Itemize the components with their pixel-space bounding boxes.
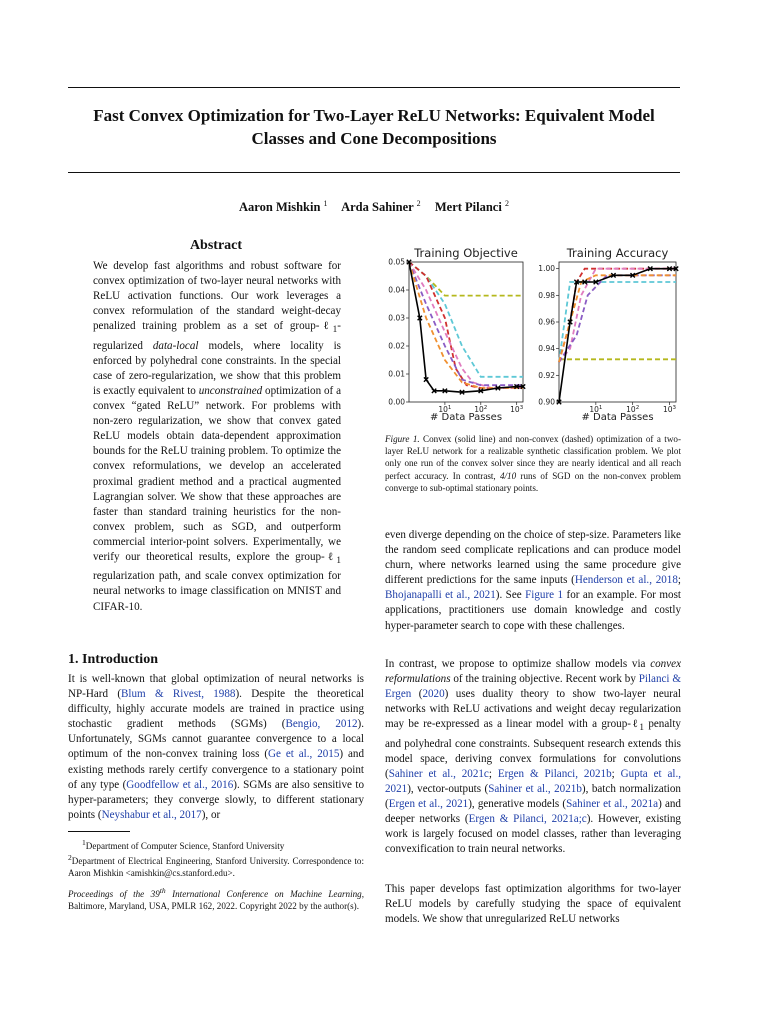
plot-frame xyxy=(409,262,523,402)
subscript: 1 xyxy=(336,556,341,567)
title-line-2: Classes and Cone Decompositions xyxy=(251,129,497,148)
title-bottom-rule xyxy=(68,172,680,173)
y-tick-label: 0.01 xyxy=(388,369,405,379)
emphasis: unconstrained xyxy=(198,384,263,397)
top-rule xyxy=(68,87,680,88)
x-tick-label: $10^1$ xyxy=(438,405,452,414)
abstract-text xyxy=(93,259,341,615)
x-axis-label: # Data Passes xyxy=(429,412,503,423)
y-tick-label: 0.96 xyxy=(538,317,555,327)
y-tick-label: 0.98 xyxy=(538,290,555,300)
body-paragraph xyxy=(385,528,681,634)
body-paragraph xyxy=(385,882,681,927)
y-tick-label: 0.03 xyxy=(388,313,405,323)
caption-label: Figure 1. xyxy=(385,434,420,444)
footnote-1 xyxy=(68,837,364,852)
paper-title xyxy=(68,104,680,150)
text-run: ) uses duality theory to show two-layer neural networks with ReLU activations and weight decay regularization may be re-expressed as a linear model with a group-ℓ xyxy=(385,688,681,731)
x-tick-label: $10^3$ xyxy=(510,405,524,414)
text-run: ). Despite the theoretical difficulty, highly accurate models are trained in practice using stochastic gradient methods (SGMs) ( xyxy=(68,688,364,731)
author-name: Arda Sahiner xyxy=(341,200,414,215)
citation-link[interactable]: Ergen & Pilanci, 2021a;c xyxy=(468,813,587,826)
y-tick-label: 0.00 xyxy=(388,397,405,407)
section-heading: 1. Introduction xyxy=(68,652,158,667)
text-run: This paper develops fast optimization algorithms for two-layer ReLU models by carefully studying the space of equivalent models. We show that unregularized ReLU networks xyxy=(385,883,681,926)
y-tick-label: 0.02 xyxy=(388,341,405,351)
math: 4/10 xyxy=(499,470,517,481)
text-run: ), or xyxy=(201,808,221,821)
text-run: even diverge depending on the choice of step-size. Parameters like the random seed complicate replications and can produce model churn, where networks learned using the same procedure give different predictions for the same inputs ( xyxy=(385,529,681,587)
x-tick-label: $10^3$ xyxy=(662,405,677,414)
text-run: -regularized xyxy=(93,320,341,352)
text-run: ), batch normalization ( xyxy=(385,782,681,811)
text-run: ). SGMs are also sensitive to hyper-parameters; they converge slowly, to different stationary points ( xyxy=(68,778,365,821)
subscript: 1 xyxy=(332,325,338,336)
citation-link[interactable]: Henderson et al., 2018 xyxy=(574,574,678,587)
citation-link[interactable]: Gupta et al., 2021 xyxy=(385,767,682,795)
chart-title: Training Objective xyxy=(414,246,518,260)
x-tick-label: $10^2$ xyxy=(626,405,640,414)
x-axis-label: # Data Passes xyxy=(581,412,654,423)
affiliation-mark: 1 xyxy=(323,199,328,208)
footnote-mark: 2 xyxy=(68,853,72,863)
intro-paragraph xyxy=(68,672,364,823)
text-run: ( xyxy=(411,688,423,701)
text-run: , Baltimore, Maryland, USA, PMLR 162, 2022. Copyright 2022 by the author(s). xyxy=(68,889,364,912)
figure-1 xyxy=(383,240,683,428)
citation-link[interactable]: Sahiner et al., 2021a xyxy=(566,798,659,811)
x-tick-label: $10^1$ xyxy=(589,405,603,414)
y-tick-label: 0.90 xyxy=(538,397,555,407)
citation-link[interactable]: Sahiner et al., 2021b xyxy=(488,782,582,795)
superscript: th xyxy=(159,886,166,895)
text-run: regularization path, and scale convex optimization for neural networks to image classification on MNIST and CIFAR-10. xyxy=(93,570,341,613)
author-name: Mert Pilanci xyxy=(434,200,502,215)
text-run: ). See xyxy=(495,589,526,602)
text-run: In contrast, we propose to optimize shallow models via xyxy=(385,658,651,670)
text-run: penalty and polyhedral cone constraints. Subsequent research extends this model space, deriving convex formulations for convolutions ( xyxy=(385,718,681,780)
y-tick-label: 0.04 xyxy=(388,285,405,295)
subscript: 1 xyxy=(639,723,644,734)
text-run: models, where locality is enforced by polyhedral cone constraints. In the special case of zero-regularization, we show that this problem is exactly equivalent to xyxy=(93,339,341,397)
citation-link[interactable]: Bhojanapalli et al., 2021 xyxy=(385,589,496,602)
y-tick-label: 0.94 xyxy=(538,344,555,354)
citation-link[interactable]: Sahiner et al., 2021c xyxy=(388,767,489,780)
text-run: It is well-known that global optimization of neural networks is NP-Hard ( xyxy=(68,673,364,701)
author-name: Aaron Mishkin xyxy=(239,200,321,215)
text-run: Proceedings of the 39 xyxy=(68,889,160,900)
text-run: ; xyxy=(677,574,681,587)
text-run: We develop fast algorithms and robust software for convex optimization of two-layer neural networks with ReLU activation functions. Our work leverages a convex reformulation of the standard weight-decay penalized training problem as a set of group-ℓ xyxy=(93,260,341,333)
footnote-rule xyxy=(68,831,130,832)
footnotes xyxy=(68,837,364,879)
citation-link[interactable]: Blum & Rivest, 1988 xyxy=(121,688,236,701)
text-run: for an example. For most applications, practitioners use domain knowledge and costly hyper-parameter search to cope with these challenges. xyxy=(385,589,681,632)
affiliation-mark: 2 xyxy=(416,199,421,208)
author-list xyxy=(68,199,680,215)
proceedings-note xyxy=(68,885,364,912)
text-run: of the training objective. Recent work by xyxy=(450,673,639,686)
emphasis: data-local xyxy=(152,339,199,352)
affiliation-mark: 2 xyxy=(504,199,509,208)
text-run: ; xyxy=(488,767,498,780)
title-line-1: Fast Convex Optimization for Two-Layer ReLU Networks: Equivalent Model xyxy=(93,106,655,125)
footnote-text: Department of Computer Science, Stanford University xyxy=(85,841,285,852)
text-run: Convex (solid line) and non-convex (dashed) optimization of a two-layer ReLU network for a realizable synthetic classification problem. We plot only one run of the convex solver since they are nearly identical and all reach perfect accuracy. In contrast, xyxy=(385,434,681,481)
text-run: ), vector-outputs ( xyxy=(407,782,489,795)
text-run: ). Unfortunately, SGMs cannot guarantee convergence to a local optimum of the non-convex training loss ( xyxy=(68,718,365,761)
x-tick-label: $10^2$ xyxy=(474,405,488,414)
citation-link[interactable]: Neyshabur et al., 2017 xyxy=(101,808,202,821)
text-run: ; xyxy=(611,767,621,780)
text-run: optimization of a convex “gated ReLU” network. For problems with non-zero regularization, we show that convex gated ReLU models obtain data-dependent approximation bounds for the ReLU training problem. To optimize the convex reformulations, we develop an accelerated proximal gradient method and a practical augmented Lagrangian solver. We show that these approaches are faster than standard training heuristics for the non-convex problem, such as SGD, and outperform commercial interior-point solvers. Experimentally, we verify our theoretical results, explore the group-ℓ xyxy=(93,384,342,563)
citation-link[interactable]: Ge et al., 2015 xyxy=(268,748,340,761)
text-run: runs of SGD on the non-convex problem converge to sub-optimal stationary points. xyxy=(385,470,681,493)
citation-link[interactable]: Goodfellow et al., 2016 xyxy=(126,778,234,791)
citation-link[interactable]: Pilanci & Ergen xyxy=(385,673,681,701)
citation-link[interactable]: Ergen et al., 2021 xyxy=(388,798,469,811)
chart-title: Training Accuracy xyxy=(566,246,669,260)
footnote-2 xyxy=(68,852,364,879)
citation-link[interactable]: 2020 xyxy=(422,688,445,701)
figure-caption xyxy=(385,433,681,494)
text-run: International Conference on Machine Learning xyxy=(165,889,362,900)
figure-1-svg xyxy=(383,240,683,428)
citation-link[interactable]: Ergen & Pilanci, 2021b xyxy=(497,767,612,780)
figure-ref-link[interactable]: Figure 1 xyxy=(525,589,564,602)
text-run: ). However, existing work is largely focused on model classes, rather than leveraging convexification to train neural networks. xyxy=(385,813,681,856)
text-run: ) and deeper networks ( xyxy=(385,798,681,826)
footnote-mark: 1 xyxy=(82,838,86,847)
y-tick-label: 1.00 xyxy=(538,264,555,274)
body-paragraph xyxy=(385,657,681,857)
citation-link[interactable]: Bengio, 2012 xyxy=(285,718,358,731)
y-tick-label: 0.05 xyxy=(388,257,405,267)
text-run: ) and existing methods rarely certify convergence to a stationary point of any type ( xyxy=(68,748,364,791)
text-run: ), generative models ( xyxy=(468,798,567,811)
footnote-text: Department of Electrical Engineering, Stanford University. Correspondence to: Aaron Mishkin <amishkin@cs.stanford.edu>. xyxy=(68,856,364,879)
abstract-heading: Abstract xyxy=(189,238,243,253)
emphasis: convex reformulations xyxy=(385,658,681,686)
y-tick-label: 0.92 xyxy=(538,370,555,380)
